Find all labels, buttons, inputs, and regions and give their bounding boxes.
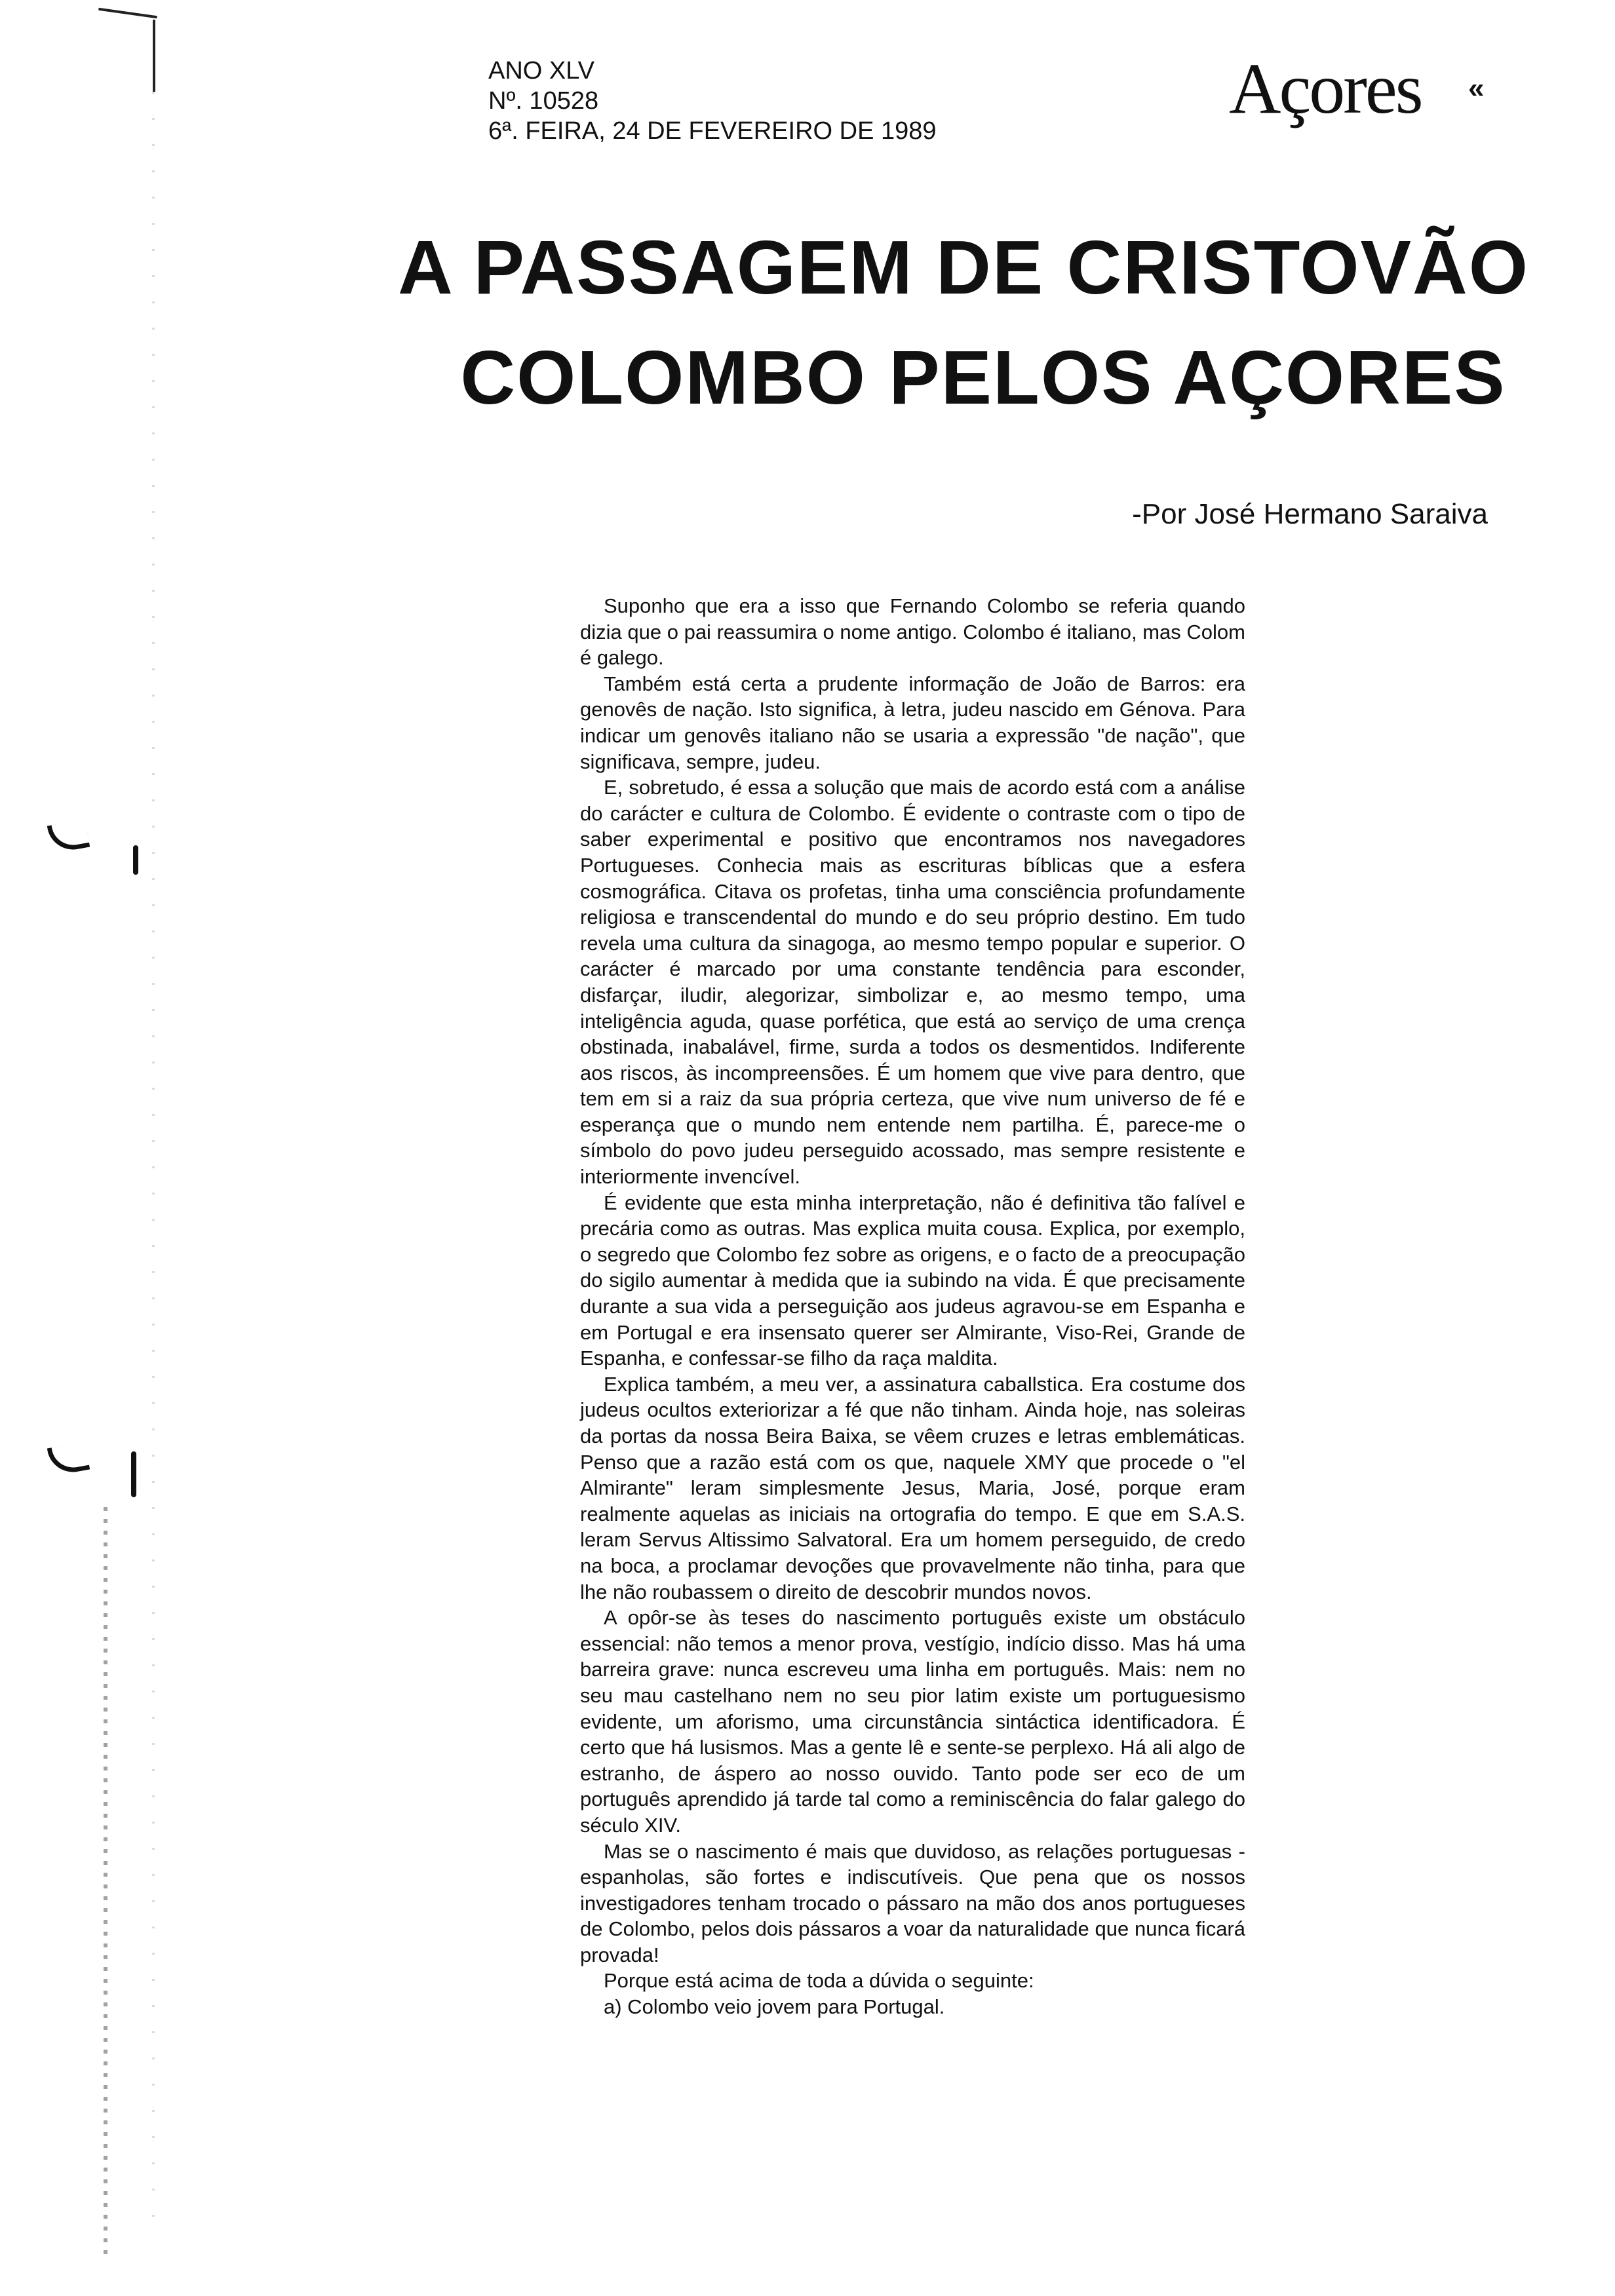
article-paragraph: Porque está acima de toda a dúvida o seguinte: [604, 1969, 1034, 1993]
punch-hole-mark [47, 819, 90, 854]
headline-line-2: COLOMBO PELOS AÇORES [460, 335, 1506, 420]
issue-number: Nº. 10528 [488, 87, 599, 115]
scan-binding-marks [104, 1507, 107, 2261]
masthead [488, 56, 937, 146]
scan-margin-dots [152, 92, 155, 2221]
scan-corner-mark [153, 20, 155, 92]
list-item: a) Colombo veio jovem para Portugal. [604, 1995, 945, 2019]
article-paragraph: A opôr-se às teses do nascimento português existe um obstáculo essencial: não temos a menor prova, vestígio, indício disso. Mas há uma barreira grave: nunca escreveu uma linha em português. Mais: nem no seu mau castelhano nem no seu pior latim existe um portuguesismo evidente, um aforismo, uma circunstância sintáctica identificadora. É certo que há lusismos. Mas a gente lê e sente-se perplexo. Há ali algo de estranho, de áspero ao nosso ouvido. Tanto pode ser eco de um português aprendido já tarde tal como a reminiscência do falar galego do século XIV. [580, 1606, 1245, 1837]
punch-hole-mark [131, 1451, 136, 1497]
headline-line-1: A PASSAGEM DE CRISTOVÃO [397, 225, 1530, 310]
punch-hole-mark [133, 845, 138, 875]
article-paragraph: Mas se o nascimento é mais que duvidoso, as relações portuguesas - espanholas, são fortes e indiscutíveis. Que pena que os nossos investigadores tenham trocado o pássaro na mão dos anos portugueses de Colombo, pelos dois pássaros a voar da naturalidade que nunca ficará provada! [580, 1839, 1245, 1966]
year-label: ANO XLV [488, 57, 594, 85]
handwritten-mark-icon: « [1468, 72, 1485, 104]
article-byline: -Por José Hermano Saraiva [1132, 498, 1488, 530]
issue-date: 6ª. FEIRA, 24 DE FEVEREIRO DE 1989 [488, 117, 937, 145]
article-paragraph: É evidente que esta minha interpretação, não é definitiva tão falível e precária como as outras. Mas explica muita cousa. Explica, por exemplo, o segredo que Colombo fez sobre as origens, e o facto de a preocupação do sigilo aumentar à medida que ia subindo na vida. É que precisamente durante a sua vida a perseguição aos judeus agravou-se em Espanha e em Portugal e era insensato querer ser Almirante, Viso-Rei, Grande de Espanha, e confessar-se filho da raça maldita. [580, 1191, 1245, 1370]
article-headline [387, 225, 1540, 420]
punch-hole-mark [47, 1442, 90, 1476]
article-paragraph: E, sobretudo, é essa a solução que mais de acordo está com a análise do carácter e cultura de Colombo. É evidente o contraste com o tipo de saber experimental e positivo que encontramos nos navegadores Portugueses. Conhecia mais as escrituras bíblicas que a esfera cosmográfica. Citava os profetas, tinha uma consciência profundamente religiosa e transcendental do mundo e do seu próprio destino. Em tudo revela uma cultura da sinagoga, ao mesmo tempo popular e superior. O carácter é marcado por uma constante tendência para esconder, disfarçar, iludir, alegorizar, simbolizar e, ao mesmo tempo, uma inteligência aguda, quase porfética, que está ao serviço de uma crença obstinada, inabalável, firme, surda a todos os desmentidos. Indiferente aos riscos, às incompreensões. É um homem que vive para dentro, que tem em si a raiz da sua própria certeza, que vive num universo de fé e esperança que o mundo nem entende nem partilha. É, parece-me o símbolo do povo judeu perseguido acossado, mas sempre resistente e interiormente invencível. [580, 776, 1245, 1189]
article-body [580, 593, 1245, 2020]
scan-corner-mark [98, 8, 157, 18]
article-paragraph: Suponho que era a isso que Fernando Colombo se referia quando dizia que o pai reassumira o nome antigo. Colombo é italiano, mas Colom é galego. [580, 594, 1245, 670]
article-paragraph: Explica também, a meu ver, a assinatura caballstica. Era costume dos judeus ocultos exteriorizar a fé que não tinham. Ainda hoje, nas soleiras da portas da nossa Beira Baixa, se vêem cruzes e letras emblemáticas. Penso que a razão está com os que, naquele XMY que procede o "el Almirante" leram simplesmente Jesus, Maria, José, porque eram realmente aquelas as iniciais na ortografia do tempo. E que em S.A.S. leram Servus Altissimo Salvatoral. Era um homem perseguido, de credo na boca, a proclamar devoções que provavelmente não tinha, para que lhe não roubassem o direito de descobrir mundos novos. [580, 1372, 1245, 1603]
publication-logo: Açores [1229, 48, 1422, 128]
article-paragraph: Também está certa a prudente informação de João de Barros: era genovês de nação. Isto significa, à letra, judeu nascido em Génova. Para indicar um genovês italiano não se usaria a expressão "de nação", que significava, sempre, judeu. [580, 672, 1245, 773]
